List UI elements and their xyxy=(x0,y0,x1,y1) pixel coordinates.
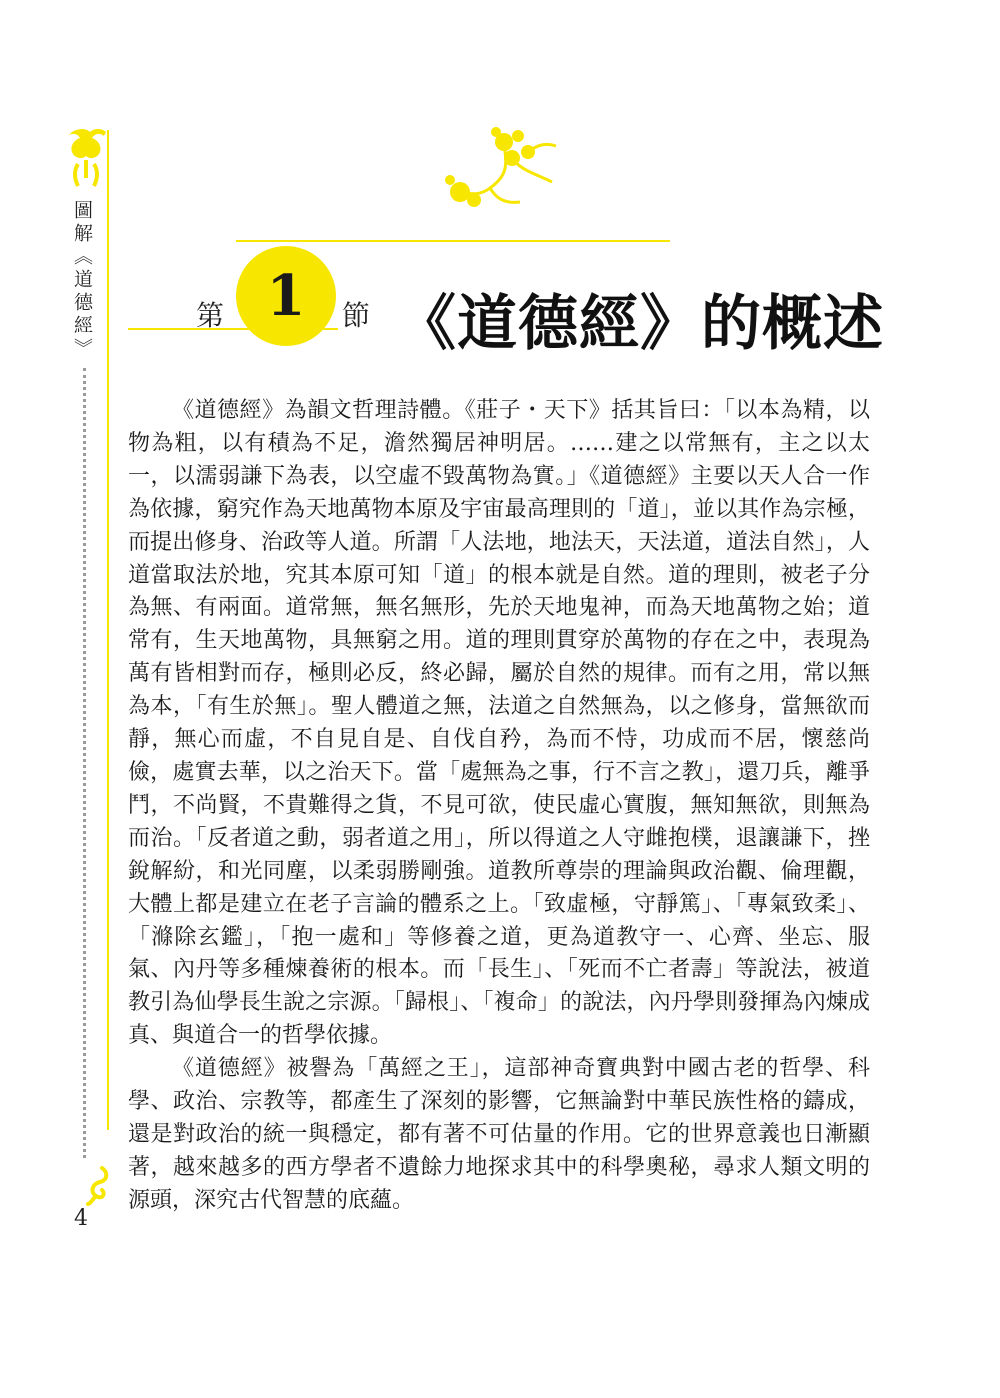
section-title: 《道德經》的概述 xyxy=(396,289,884,359)
section-number: 1 xyxy=(266,263,306,329)
body-paragraph: 《道德經》為韻文哲理詩體。《莊子・天下》括其旨曰：「以本為精，以物為粗，以有積為不足，澹然獨居神明居。……建之以常無有，主之以太一，以濡弱謙下為表，以空虛不毀萬物為實。」《道德經》主要以天人合一作為依據，窮究作為天地萬物本原及宇宙最高理則的「道」，並以其作為宗極，而提出修身、治政等人道。所謂「人法地，地法天，天法道，道法自然」，人道當取法於地，究其本原可知「道」的根本就是自然。道的理則，被老子分為無、有兩面。道常無，無名無形，先於天地鬼神，而為天地萬物之始；道常有，生天地萬物，具無窮之用。道的理則貫穿於萬物的存在之中，表現為萬有皆相對而存，極則必反，終必歸，屬於自然的規律。而有之用，常以無為本，「有生於無」。聖人體道之無，法道之自然無為，以之修身，當無欲而靜，無心而虛，不自見自是、自伐自矜，為而不恃，功成而不居，懷慈尚儉，處實去華，以之治天下。當「處無為之事，行不言之教」，還刀兵，離爭鬥，不尚賢，不貴難得之貨，不見可欲，使民虛心實腹，無知無欲，則無為而治。「反者道之動，弱者道之用」，所以得道之人守雌抱樸，退讓謙下，挫銳解紛，和光同塵，以柔弱勝剛強。道教所尊崇的理論與政治觀、倫理觀，大體上都是建立在老子言論的體系之上。「致虛極，守靜篤」、「專氣致柔」、「滌除玄鑑」，「抱一處和」等修養之道，更為道教守一、心齊、坐忘、服氣、內丹等多種煉養術的根本。而「長生」、「死而不亡者壽」等說法，被道教引為仙學長生說之宗源。「歸根」、「複命」的說法，內丹學則發揮為內煉成真、與道合一的哲學依據。 xyxy=(128,398,870,1049)
body-paragraph: 《道德經》被譽為「萬經之王」，這部神奇寶典對中國古老的哲學、科學、政治、宗教等，都產生了深刻的影響，它無論對中華民族性格的鑄成，還是對政治的統一與穩定，都有著不可估量的作用。它的世界意義也日漸顯著，越來越多的西方學者不遺餘力地探求其中的科學奧秘，尋求人類文明的源頭，深究古代智慧的底蘊。 xyxy=(128,1056,870,1213)
section-suffix: 節 xyxy=(342,299,371,332)
header-rule-top xyxy=(236,240,670,242)
dotted-divider xyxy=(83,368,86,1158)
book-title: 圖解《道德經》 xyxy=(71,200,93,361)
section-prefix: 第 xyxy=(196,299,225,332)
page-number: 4 xyxy=(74,1206,88,1231)
swirl-ornament-icon xyxy=(86,1166,110,1206)
body-text xyxy=(128,395,870,1218)
left-accent-rule xyxy=(107,130,109,1130)
flower-ornament-icon xyxy=(440,122,570,214)
corner-ornament-icon xyxy=(64,128,108,190)
